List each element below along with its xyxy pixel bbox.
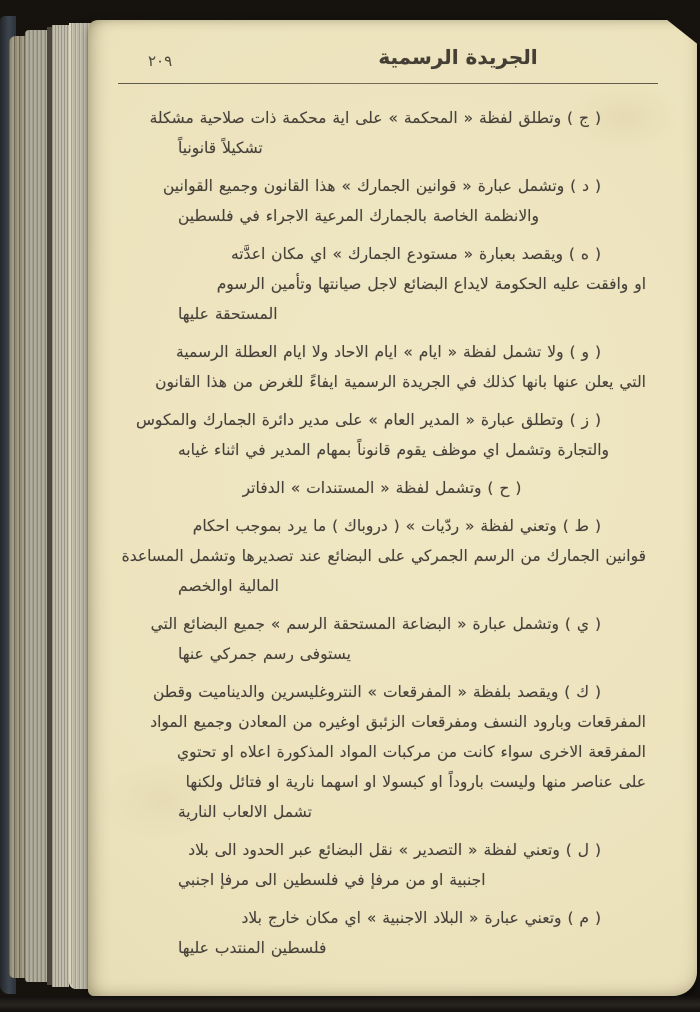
text-line: تشكيلاً قانونياً [178,139,263,157]
book-page [88,20,697,996]
paragraph-tta [118,511,646,601]
text-line: ( ك ) ويقصد بلفظة « المفرقعات » النتروغليسرين والديناميت وقطن [152,683,601,701]
table-surface [0,996,700,1012]
text-line: فلسطين المنتدب عليها [178,939,327,957]
header-divider [118,83,658,84]
text-line: على عناصر منها وليست باروداً او كبسولا او اسهما نارية او فتائل ولكنها [185,773,646,791]
text-line: والتجارة وتشمل اي موظف يقوم قانوناً بمهام المدير في اثناء غيابه [178,441,609,459]
text-line: ( م ) وتعني عبارة « البلاد الاجنبية » اي مكان خارج بلاد [241,909,601,927]
text-line: ( ي ) وتشمل عبارة « البضاعة المستحقة الرسم » جميع البضائع التي [150,615,601,633]
text-line: تشمل الالعاب النارية [178,803,312,821]
text-line: ( ط ) وتعني لفظة « ردّيات » ( دروباك ) ما يرد بموجب احكام [192,517,601,535]
text-line: المستحقة عليها [178,305,278,323]
page-edges-stack [9,36,25,978]
paragraph-kaf [118,677,646,827]
page-text [118,103,646,971]
text-line: ( د ) وتشمل عبارة « قوانين الجمارك » هذا القانون وجميع القوانين [162,177,601,195]
text-line: ( ه ) ويقصد بعبارة « مستودع الجمارك » اي مكان اعدَّته [230,245,601,263]
paragraph-jim [118,103,646,163]
text-line: ( ح ) وتشمل لفظة « المستندات » الدفاتر [242,479,522,497]
text-line: ( ل ) وتعني لفظة « التصدير » نقل البضائع عبر الحدود الى بلاد [188,841,601,859]
paragraph-ya [118,609,646,669]
text-line: المفرقعة الاخرى سواء كانت من مركبات المواد المذكورة اعلاه او تحتوي [177,743,646,761]
text-line: ( ز ) وتطلق عبارة « المدير العام » على مدير دائرة الجمارك والمكوس [136,411,601,429]
text-line: او وافقت عليه الحكومة لايداع البضائع لاجل صيانتها وتأمين الرسوم [216,275,646,293]
paragraph-waw [118,337,646,397]
paragraph-lam [118,835,646,895]
page-number: ٢٠٩ [148,52,173,70]
page-header-title: الجريدة الرسمية [378,45,538,69]
text-line: المالية اوالخصم [178,577,279,595]
text-line: ( ج ) وتطلق لفظة « المحكمة » على اية محكمة ذات صلاحية مشكلة [149,109,601,127]
text-line: والانظمة الخاصة بالجمارك المرعية الاجراء في فلسطين [178,207,539,225]
text-line: المفرقعات وبارود النسف ومفرقعات الزئبق اوغيره من المعادن وجميع المواد [150,713,646,731]
page-edges-stack [25,30,47,982]
text-line: ( و ) ولا تشمل لفظة « ايام » ايام الاحاد ولا ايام العطلة الرسمية [176,343,601,361]
paragraph-hha [118,473,646,503]
text-line: يستوفى رسم جمركي عنها [178,645,351,663]
paragraph-ha [118,239,646,329]
text-line: قوانين الجمارك من الرسم الجمركي على البضائع عند تصديرها وتشمل المساعدة [121,547,646,565]
paragraph-zay [118,405,646,465]
page-edges-stack [52,25,69,987]
text-line: التي يعلن عنها بانها كذلك في الجريدة الرسمية ايفاءً للغرض من هذا القانون [155,373,646,391]
paragraph-mim [118,903,646,963]
text-line: اجنبية او من مرفإ في فلسطين الى مرفإ اجنبي [178,871,486,889]
paragraph-dal [118,171,646,231]
